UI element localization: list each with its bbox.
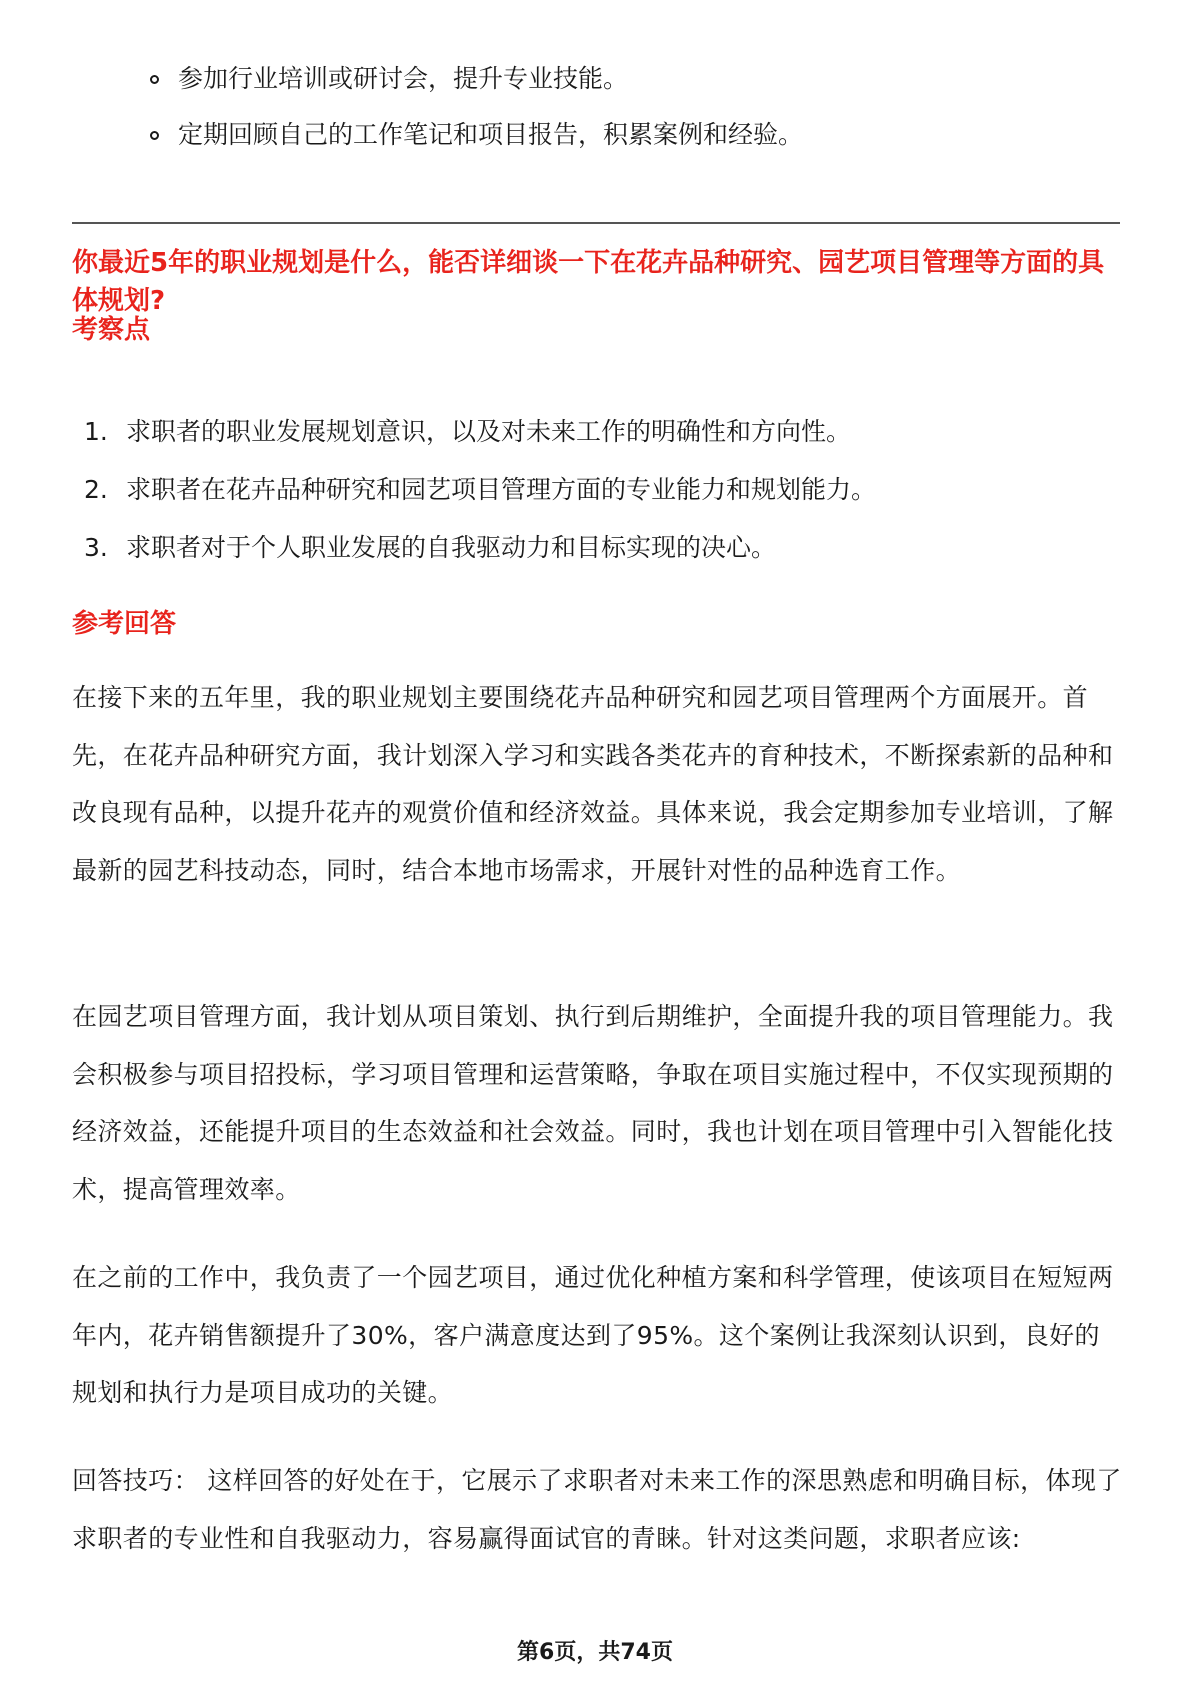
bullet-list (150, 62, 1110, 174)
focus-point-text: 求职者在花卉品种研究和园艺项目管理方面的专业能力和规划能力。 (126, 475, 877, 504)
focus-point-text: 求职者的职业发展规划意识，以及对未来工作的明确性和方向性。 (126, 417, 852, 446)
answer-paragraph: 在之前的工作中，我负责了一个园艺项目，通过优化种植方案和科学管理，使该项目在短短两年内，花卉销售额提升了30%，客户满意度达到了95%。这个案例让我深刻认识到，良好的规划和执行力是项目成功的关键。 (72, 1263, 1114, 1407)
bullet-item (150, 62, 1110, 96)
answer-paragraph: 在园艺项目管理方面，我计划从项目策划、执行到后期维护，全面提升我的项目管理能力。我会积极参与项目招投标，学习项目管理和运营策略，争取在项目实施过程中，不仅实现预期的经济效益，还能提升项目的生态效益和社会效益。同时，我也计划在项目管理中引入智能化技术，提高管理效率。 (72, 1002, 1114, 1204)
page-footer: 第6页，共74页 (517, 1640, 673, 1665)
focus-points-list (84, 414, 1114, 588)
bullet-item (150, 118, 1110, 152)
section-divider (72, 222, 1120, 224)
question-heading: 你最近5年的职业规划是什么，能否详细谈一下在花卉品种研究、园艺项目管理等方面的具体规划? (72, 248, 1105, 316)
focus-point-number: 2. (84, 475, 108, 504)
focus-point-item (84, 472, 1114, 508)
focus-point-number: 1. (84, 417, 108, 446)
focus-point-item (84, 414, 1114, 450)
answer-paragraph: 在接下来的五年里，我的职业规划主要围绕花卉品种研究和园艺项目管理两个方面展开。首先，在花卉品种研究方面，我计划深入学习和实践各类花卉的育种技术，不断探索新的品种和改良现有品种，以提升花卉的观赏价值和经济效益。具体来说，我会定期参加专业培训，了解最新的园艺科技动态，同时，结合本地市场需求，开展针对性的品种选育工作。 (72, 683, 1114, 885)
reference-answer-heading: 参考回答 (72, 609, 177, 639)
focus-point-item (84, 530, 1114, 566)
bullet-text: 定期回顾自己的工作笔记和项目报告，积累案例和经验。 (178, 120, 804, 149)
focus-point-number: 3. (84, 533, 108, 562)
bullet-text: 参加行业培训或研讨会，提升专业技能。 (178, 64, 629, 93)
answer-tips-paragraph: 回答技巧： 这样回答的好处在于，它展示了求职者对未来工作的深思熟虑和明确目标，体现了求职者的专业性和自我驱动力，容易赢得面试官的青睐。针对这类问题，求职者应该: (72, 1466, 1122, 1553)
hollow-bullet-icon (150, 75, 159, 84)
focus-points-heading: 考察点 (72, 315, 151, 345)
hollow-bullet-icon (150, 131, 159, 140)
focus-point-text: 求职者对于个人职业发展的自我驱动力和目标实现的决心。 (126, 533, 777, 562)
